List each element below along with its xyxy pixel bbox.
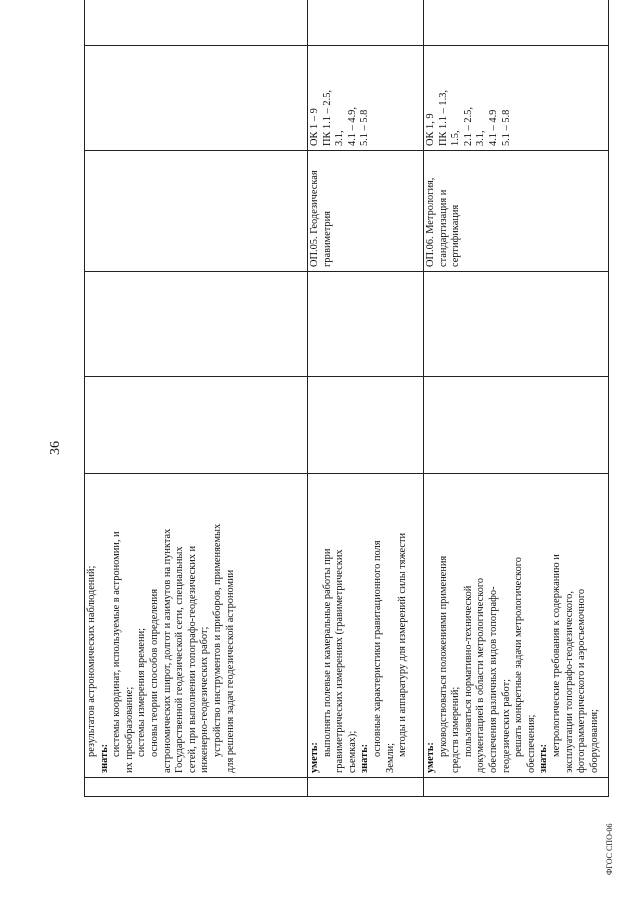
competency-line: 3.1, — [334, 130, 346, 146]
competency-line: 1.5, — [450, 130, 462, 146]
table-cell-extra — [85, 0, 308, 46]
content-line: решать конкретные задачи метрологического — [513, 557, 525, 757]
curriculum-table — [84, 0, 609, 797]
content-line: обеспечения; — [525, 714, 537, 773]
table-cell-comp — [424, 46, 609, 151]
content-line: метрологические требования к содержанию и — [550, 554, 562, 757]
table-cell-hours-max — [308, 377, 424, 474]
table-cell-content — [424, 474, 609, 778]
content-line: астрономических широт, долгот и азимутов на пунктах — [161, 528, 173, 773]
table-cell-hours-max — [85, 377, 308, 474]
content-line: системы измерения времени; — [136, 627, 148, 757]
content-line: фотограмметрического и аэросъемочного — [576, 588, 588, 773]
table-row — [424, 0, 609, 797]
competency-line: ПК 1.1 – 2.5, — [321, 90, 333, 146]
discipline-name: ОП.05. Геодезическая гравиметрия — [309, 170, 333, 267]
content-line: сетей, при выполнении топографо-геодезических и — [186, 545, 198, 773]
table-cell-index — [85, 778, 308, 797]
competency-line: 4.1 – 4.9 — [487, 109, 499, 146]
content-line: обеспечения различных видов топографо- — [487, 586, 499, 773]
content-line: основные характеристики гравитационного поля — [371, 540, 383, 757]
content-line: основы теории способов определения — [148, 588, 160, 757]
content-line: геодезических работ; — [500, 678, 512, 773]
competency-line: 5.1 – 5.8 — [359, 109, 371, 146]
content-line: их преобразование; — [123, 686, 135, 773]
competency-line: ПК 1.1 – 1.3, — [437, 90, 449, 146]
page-number: 36 — [48, 441, 63, 455]
table-cell-index — [308, 778, 424, 797]
table-cell-content — [308, 474, 424, 778]
content-line: оборудования; — [588, 709, 600, 773]
competency-line: ОК 1 – 9 — [309, 108, 320, 146]
content-line: документацией в области метрологического — [475, 577, 487, 773]
content-line: пользоваться нормативно-технической — [462, 585, 474, 757]
competency-line: 5.1 – 5.8 — [500, 109, 512, 146]
content-line: гравиметрических измерениях (гравиметрических — [334, 549, 346, 773]
competency-line: ОК 1, 9 — [425, 113, 436, 146]
competency-line: 3.1, — [475, 130, 487, 146]
content-line: знать: — [98, 743, 110, 773]
content-line: системы координат, используемые в астрономии, и — [111, 531, 123, 757]
table-cell-hours-max — [424, 377, 609, 474]
content-line: для решения задач геодезической астрономии — [224, 569, 236, 773]
content-line: Государственной геодезической сети, специальных — [174, 546, 186, 773]
content-line: Земли; — [384, 742, 396, 773]
table-cell-discipline — [424, 151, 609, 272]
content-line: инженерно-геодезических работ; — [199, 626, 211, 773]
content-line: результатов астрономических наблюдений; — [86, 565, 97, 757]
content-line: устройство инструментов и приборов, применяемых — [211, 523, 223, 757]
discipline-name: ОП.06. Метрология, стандартизация и сертификация — [425, 177, 462, 267]
competency-line: 4.1 – 4.9, — [346, 107, 358, 146]
content-line: уметь: — [425, 742, 436, 773]
table-cell-comp — [308, 46, 424, 151]
competency-line: 2.1 – 2.5, — [462, 107, 474, 146]
table-cell-discipline — [308, 151, 424, 272]
table-cell-content — [85, 474, 308, 778]
table-cell-hours — [424, 272, 609, 377]
content-line: методы и аппаратуру для измерений силы тяжести — [397, 532, 409, 757]
table-cell-hours — [308, 272, 424, 377]
table-cell-extra — [308, 0, 424, 46]
content-line: эксплуатации топографо-геодезического, — [563, 591, 575, 773]
table-cell-hours — [85, 272, 308, 377]
footer-code: ФГОС СПО-06 — [605, 823, 614, 875]
table-cell-discipline — [85, 151, 308, 272]
content-line: знать: — [538, 743, 550, 773]
content-line: уметь: — [309, 742, 320, 773]
content-line: средств измерений; — [450, 686, 462, 773]
table-row — [308, 0, 424, 797]
table-cell-extra — [424, 0, 609, 46]
content-line: съемках); — [346, 730, 358, 773]
content-line: выполнять полевые и камеральные работы при — [321, 548, 333, 757]
table-row — [85, 0, 308, 797]
content-line: знать: — [359, 743, 371, 773]
content-line: руководствоваться положениями применения — [437, 555, 449, 757]
table-cell-index — [424, 778, 609, 797]
table-cell-comp — [85, 46, 308, 151]
